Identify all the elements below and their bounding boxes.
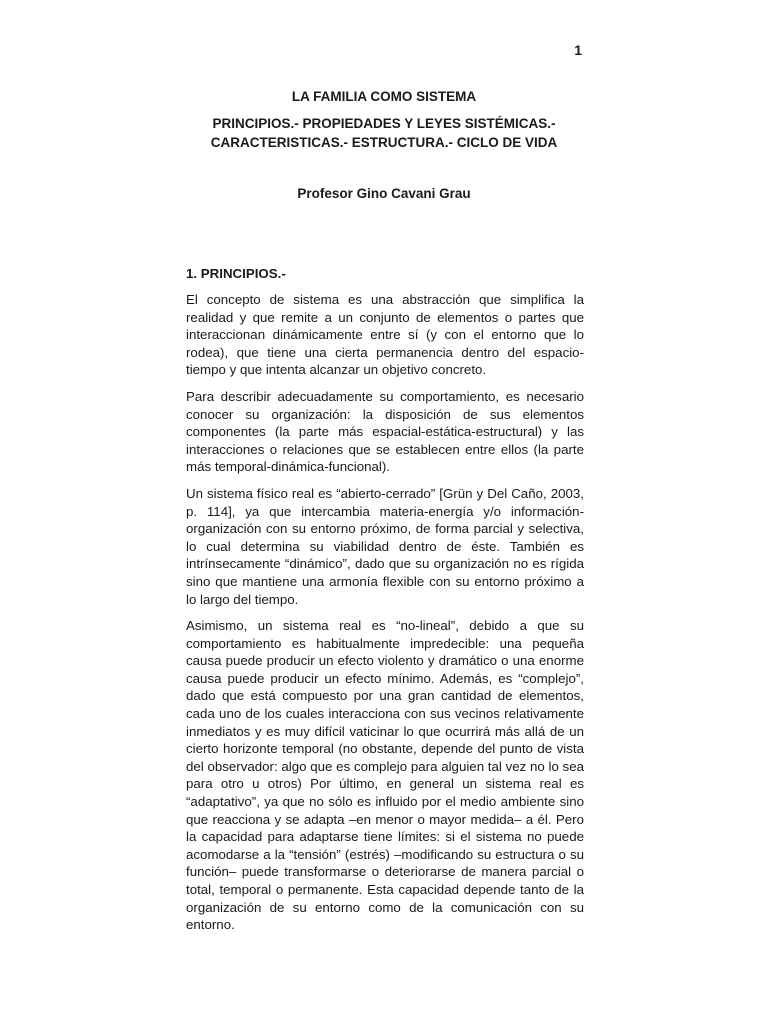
document-title: LA FAMILIA COMO SISTEMA: [291, 89, 477, 104]
paragraph: Asimismo, un sistema real es “no-lineal”, debido a que su comportamiento es habitualmente impredecible: una pequeña causa puede producir un efecto violento y dramático o una enorme causa puede producir un efecto mínimo. Además, es “complejo”, dado que está compuesto por una gran cantidad de elementos, cada uno de los cuales interacciona con sus vecinos relativamente inmediatos y es muy difícil vaticinar lo que ocurrirá más allá de un cierto horizonte temporal (no obstante, depende del punto de vista del observador: algo que es complejo para alguien tal vez no lo sea para otro u otros) Por último, en general un sistema real es “adaptativo”, ya que no sólo es influido por el medio ambiente sino que reacciona y se adapta –en menor o mayor medida– a él. Pero la capacidad para adaptarse tiene límites: si el sistema no puede acomodarse a la “tensión” (estrés) –modificando su estructura o su función– puede transformarse o deteriorarse de manera parcial o total, temporal o permanente. Esta capacidad depende tanto de la organización de su entorno como de la comunicación con su entorno.: [186, 618, 584, 933]
author-name: Profesor Gino Cavani Grau: [297, 186, 471, 201]
paragraph: Para describir adecuadamente su comportamiento, es necesario conocer su organización: la disposición de sus elementos componentes (la parte más espacial-estática-estructural) y las interacciones o relaciones que se establecen entre ellos (la parte más temporal-dinámica-funcional).: [186, 388, 584, 475]
paragraph: Un sistema físico real es “abierto-cerrado” [Grün y Del Caño, 2003, p. 114], ya que intercambia materia-energía y/o información-organización con su entorno próximo, de forma parcial y selectiva, lo cual determina su viabilidad dentro de éste. También es intrínsecamente “dinámico”, dado que su organización no es rígida sino que mantiene una armonía flexible con su entorno próximo a lo largo del tiempo.: [186, 485, 584, 607]
section-heading: 1. PRINCIPIOS.-: [186, 266, 286, 281]
document-subtitle-line-1: PRINCIPIOS.- PROPIEDADES Y LEYES SISTÉMICAS.-: [212, 116, 556, 131]
title-block: [150, 87, 618, 152]
page-number: 1: [574, 42, 582, 58]
document-subtitle-line-2: CARACTERISTICAS.- ESTRUCTURA.- CICLO DE VIDA: [210, 135, 558, 150]
paragraph: El concepto de sistema es una abstracción que simplifica la realidad y que remite a un conjunto de elementos o partes que interaccionan dinámicamente entre sí (y con el entorno que lo rodea), que tiene una cierta permanencia dentro del espacio-tiempo y que intenta alcanzar un objetivo concreto.: [186, 292, 584, 378]
section-principios: [186, 264, 584, 943]
